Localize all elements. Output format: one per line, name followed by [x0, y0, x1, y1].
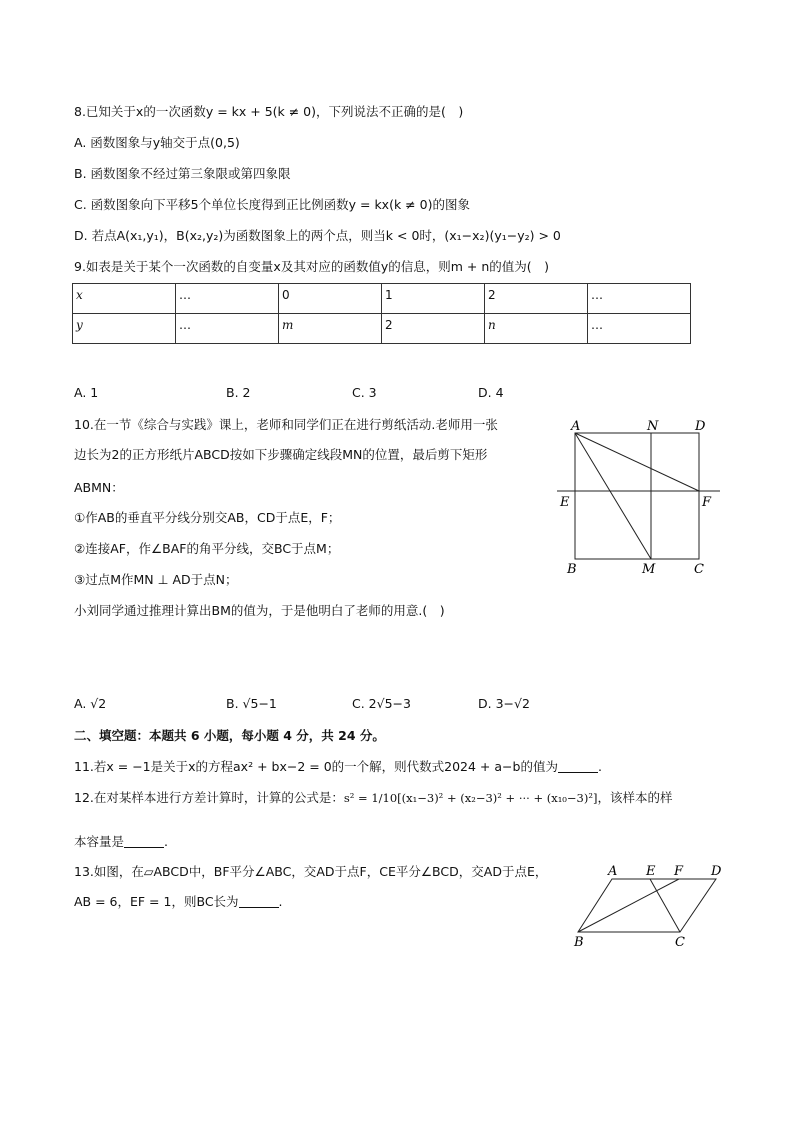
table-cell: … [588, 314, 691, 344]
q10-step-3: ③过点M作MN ⊥ AD于点N； [74, 572, 238, 587]
q10-line-1: 10.在一节《综合与实践》课上，老师和同学们正在进行剪纸活动.老师用一张 [74, 417, 498, 432]
q10-option-d: D. 3−√2 [478, 696, 530, 711]
table-cell: m [279, 314, 382, 344]
answer-blank [239, 893, 279, 908]
label-d: D [695, 419, 706, 434]
q8-stem: 8.已知关于x的一次函数y = kx + 5(k ≠ 0)，下列说法不正确的是( ) [74, 104, 464, 119]
q13-line-1: 13.如图，在▱ABCD中，BF平分∠ABC，交AD于点F，CE平分∠BCD，交AD于点E， [74, 864, 548, 879]
table-cell: … [176, 314, 279, 344]
q9-option-d: D. 4 [478, 385, 504, 400]
square-abcd [575, 433, 699, 559]
q10-option-b: B. √5−1 [226, 696, 277, 711]
segment-ce [650, 879, 680, 932]
q10-square-figure [552, 414, 727, 579]
table-cell: … [588, 284, 691, 314]
segment-am [575, 433, 651, 559]
parallelogram-abcd [578, 879, 716, 932]
answer-blank [558, 758, 598, 773]
q10-line-2: 边长为2的正方形纸片ABCD按如下步骤确定线段MN的位置，最后剪下矩形 [74, 447, 488, 462]
q10-line-3: ABMN： [74, 480, 124, 495]
q9-option-c: C. 3 [352, 385, 377, 400]
q11-stem: 11.若x = −1是关于x的方程ax² + bx−2 = 0的一个解，则代数式2024 + a−b的值为 . [74, 759, 602, 774]
label-d: D [711, 864, 722, 879]
label-e: E [560, 495, 570, 510]
label-a: A [608, 864, 618, 879]
label-a: A [571, 419, 581, 434]
q9-value-table [72, 283, 691, 344]
table-cell: 2 [382, 314, 485, 344]
label-f: F [702, 495, 712, 510]
segment-af [575, 433, 699, 491]
q12-formula: s² = 1/10[(x₁−3)² + (x₂−3)² + ··· + (x₁₀−3)²] [343, 791, 598, 805]
q13-line-2: AB = 6，EF = 1，则BC长为 . [74, 894, 283, 909]
q8-option-b: B. 函数图象不经过第三象限或第四象限 [74, 166, 291, 181]
table-cell: 2 [485, 284, 588, 314]
table-cell: y [73, 314, 176, 344]
q9-option-a: A. 1 [74, 385, 99, 400]
q12-line-1 [74, 789, 672, 807]
q13-text: AB = 6，EF = 1，则BC长为 [74, 894, 239, 909]
q10-line-4: 小刘同学通过推理计算出BM的值为，于是他明白了老师的用意.( ) [74, 603, 445, 618]
q12-text-c: 本容量是 [74, 834, 125, 849]
q12-text-a: 12.在对某样本进行方差计算时，计算的公式是： [74, 790, 344, 805]
q12-line-2: 本容量是 . [74, 834, 168, 849]
q13-parallelogram-figure [568, 860, 728, 952]
label-b: B [574, 935, 584, 950]
table-cell: x [73, 284, 176, 314]
table-row [73, 284, 691, 314]
label-c: C [694, 562, 704, 577]
segment-bf [578, 879, 679, 932]
table-cell: n [485, 314, 588, 344]
q11-text: 11.若x = −1是关于x的方程ax² + bx−2 = 0的一个解，则代数式2024 + a−b的值为 [74, 759, 558, 774]
q9-stem: 9.如表是关于某个一次函数的自变量x及其对应的函数值y的信息，则m + n的值为( ) [74, 259, 549, 274]
label-m: M [642, 562, 656, 577]
q8-option-a: A. 函数图象与y轴交于点(0,5) [74, 135, 240, 150]
label-e: E [646, 864, 656, 879]
label-c: C [675, 935, 685, 950]
section-heading: 二、填空题：本题共 6 小题，每小题 4 分，共 24 分。 [74, 728, 385, 743]
label-f: F [674, 864, 684, 879]
q8-option-d: D. 若点A(x₁,y₁)，B(x₂,y₂)为函数图象上的两个点，则当k < 0时，(x₁−x₂)(y₁−y₂) > 0 [74, 228, 561, 243]
q9-option-b: B. 2 [226, 385, 251, 400]
answer-blank [124, 833, 164, 848]
table-cell: 0 [279, 284, 382, 314]
q10-step-2: ②连接AF，作∠BAF的角平分线，交BC于点M； [74, 541, 340, 556]
label-b: B [567, 562, 577, 577]
table-row [73, 314, 691, 344]
q10-step-1: ①作AB的垂直平分线分别交AB，CD于点E，F； [74, 510, 341, 525]
label-n: N [647, 419, 659, 434]
q12-text-b: ，该样本的样 [597, 790, 673, 805]
table-cell: 1 [382, 284, 485, 314]
q8-option-c: C. 函数图象向下平移5个单位长度得到正比例函数y = kx(k ≠ 0)的图象 [74, 197, 470, 212]
q10-option-c: C. 2√5−3 [352, 696, 411, 711]
table-cell: … [176, 284, 279, 314]
q10-option-a: A. √2 [74, 696, 107, 711]
